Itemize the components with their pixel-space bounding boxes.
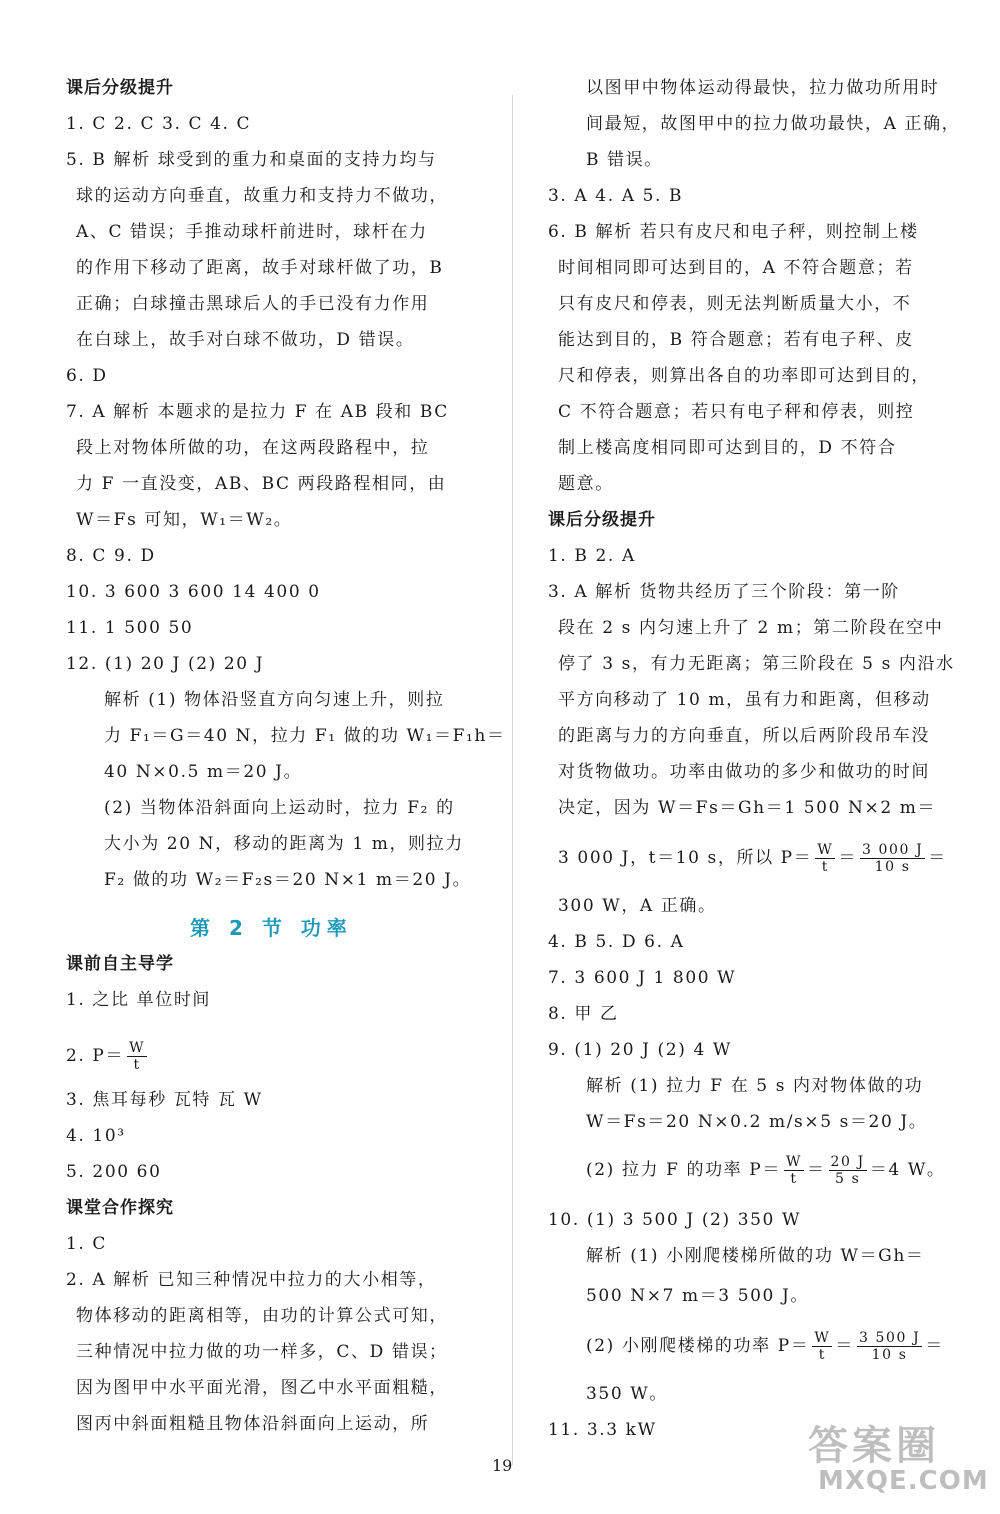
answer-line: W＝Fs＝20 N×0.2 m/s×5 s＝20 J。: [586, 1112, 928, 1132]
answer-line: 1. 之比 单位时间: [66, 990, 212, 1010]
fraction-denominator: 10 s: [874, 859, 911, 875]
answer-line: 7. A 解析 本题求的是拉力 F 在 AB 段和 BC: [66, 402, 449, 422]
fraction: [127, 1040, 147, 1073]
answer-line: 段在 2 s 内匀速上升了 2 m；第二阶段在空中: [558, 618, 944, 638]
formula-text: ＝: [925, 1336, 944, 1356]
answer-line: 10. (1) 3 500 J (2) 350 W: [548, 1210, 802, 1230]
answer-line: 3. 焦耳每秒 瓦特 瓦 W: [66, 1090, 263, 1110]
fraction-numerator: W: [129, 1040, 146, 1056]
formula-line: [586, 1330, 963, 1363]
answer-line: 1. B 2. A: [548, 546, 636, 566]
formula-text: ＝: [806, 1160, 826, 1180]
answer-line: 的作用下移动了距离，故手对球杆做了功，B: [76, 258, 444, 278]
answer-line: 350 W。: [586, 1384, 668, 1404]
answer-line: 1. C: [66, 1234, 108, 1254]
answer-line: 9. (1) 20 J (2) 4 W: [548, 1040, 732, 1060]
fraction-numerator: 3 500 J: [858, 1330, 921, 1346]
fraction-numerator: W: [817, 842, 834, 858]
answer-line: 段上对物体所做的功，在这两段路程中，拉: [76, 438, 430, 458]
formula-text: (2) 拉力 F 的功率 P＝: [586, 1160, 781, 1180]
section-heading: 课前自主导学: [66, 954, 174, 974]
answer-line: 解析 (1) 拉力 F 在 5 s 内对物体做的功: [586, 1076, 924, 1096]
answer-line: 三种情况中拉力做的功一样多，C、D 错误；: [76, 1342, 448, 1362]
fraction: [812, 1330, 832, 1363]
formula-line: [558, 842, 963, 875]
column-divider: [512, 95, 513, 1465]
fraction-numerator: W: [785, 1154, 802, 1170]
answer-line: 制上楼高度相同即可达到目的，D 不符合: [558, 438, 897, 458]
fraction: [784, 1154, 804, 1187]
answer-line: 正确；白球撞击黑球后人的手已没有力作用: [76, 294, 430, 314]
answer-line: 2. A 解析 已知三种情况中拉力的大小相等，: [66, 1270, 437, 1290]
answer-line: 因为图甲中水平面光滑，图乙中水平面粗糙，: [76, 1378, 448, 1398]
answer-line: 3. A 4. A 5. B: [548, 186, 684, 206]
answer-line: 11. 3.3 kW: [548, 1420, 657, 1440]
fraction-denominator: 5 s: [835, 1171, 861, 1187]
answer-line: 10. 3 600 3 600 14 400 0: [66, 582, 321, 602]
answer-line: 6. D: [66, 366, 108, 386]
section-title: 第 2 节 功率: [190, 916, 353, 940]
fraction-denominator: t: [790, 1171, 798, 1187]
formula-line: [66, 1040, 478, 1073]
answer-line: 力 F₁＝G＝40 N，拉力 F₁ 做的功 W₁＝F₁h＝: [104, 726, 506, 746]
fraction-numerator: 20 J: [830, 1154, 865, 1170]
answer-line: 4. 10³: [66, 1126, 126, 1146]
fraction-denominator: t: [818, 1347, 826, 1363]
page-number: 19: [492, 1456, 513, 1475]
formula-text: ＝: [835, 1336, 854, 1356]
answer-line: 尺和停表，则算出各自的功率即可达到目的，: [558, 366, 930, 386]
fraction-numerator: W: [814, 1330, 831, 1346]
answer-line: 8. 甲 乙: [548, 1004, 619, 1024]
answer-line: 300 W，A 正确。: [558, 896, 717, 916]
formula-text: 2. P＝: [66, 1046, 125, 1066]
fraction: [857, 1330, 922, 1363]
watermark-url: MXQE.COM: [818, 1466, 989, 1496]
answer-line: 图丙中斜面粗糙且物体沿斜面向上运动，所: [76, 1414, 430, 1434]
answer-line: 在白球上，故手对白球不做功，D 错误。: [76, 330, 415, 350]
answer-line: 停了 3 s，有力无距离；第三阶段在 5 s 内沿水: [558, 654, 955, 674]
answer-line: W＝Fs 可知，W₁＝W₂。: [76, 510, 293, 530]
fraction-denominator: t: [821, 859, 829, 875]
answer-line: 解析 (1) 物体沿竖直方向匀速上升，则拉: [104, 690, 445, 710]
answer-line: 解析 (1) 小刚爬楼梯所做的功 W＝Gh＝: [586, 1246, 925, 1266]
section-heading: 课后分级提升: [66, 78, 174, 98]
answer-line: 球的运动方向垂直，故重力和支持力不做功，: [76, 186, 448, 206]
answer-line: 12. (1) 20 J (2) 20 J: [66, 654, 265, 674]
fraction-denominator: 10 s: [871, 1347, 908, 1363]
answer-line: 3. A 解析 货物共经历了三个阶段：第一阶: [548, 582, 900, 602]
formula-text: ＝: [928, 848, 947, 868]
formula-text: ＝: [838, 848, 857, 868]
answer-line: 时间相同即可达到目的，A 不符合题意；若: [558, 258, 914, 278]
answer-line: 只有皮尺和停表，则无法判断质量大小，不: [558, 294, 912, 314]
answer-line: F₂ 做的功 W₂＝F₂s＝20 N×1 m＝20 J。: [104, 870, 472, 890]
answer-line: 7. 3 600 J 1 800 W: [548, 968, 737, 988]
answer-line: 决定，因为 W＝Fs＝Gh＝1 500 N×2 m＝: [558, 798, 937, 818]
answer-line: 题意。: [558, 474, 614, 494]
answer-line: 以图甲中物体运动得最快，拉力做功所用时: [586, 78, 940, 98]
watermark-logo: [788, 1414, 988, 1504]
answer-line: 对货物做功。功率由做功的多少和做功的时间: [558, 762, 930, 782]
answer-line: 4. B 5. D 6. A: [548, 932, 685, 952]
fraction: [860, 842, 925, 875]
answer-line: 5. B 解析 球受到的重力和桌面的支持力均与: [66, 150, 437, 170]
fraction: [815, 842, 835, 875]
answer-line: 500 N×7 m＝3 500 J。: [586, 1286, 809, 1306]
answer-line: 力 F 一直没变，AB、BC 两段路程相同，由: [76, 474, 447, 494]
answer-line: C 不符合题意；若只有电子秤和停表，则控: [558, 402, 915, 422]
answer-line: 大小为 20 N，移动的距离为 1 m，则拉力: [104, 834, 464, 854]
fraction-numerator: 3 000 J: [861, 842, 924, 858]
answer-line: 1. C 2. C 3. C 4. C: [66, 114, 252, 134]
answer-line: 间最短，故图甲中的拉力做功最快，A 正确，: [586, 114, 961, 134]
answer-line: 40 N×0.5 m＝20 J。: [104, 762, 303, 782]
answer-line: B 错误。: [586, 150, 663, 170]
formula-text: 3 000 J，t＝10 s，所以 P＝: [558, 848, 813, 868]
fraction-denominator: t: [133, 1057, 141, 1073]
answer-line: 5. 200 60: [66, 1162, 162, 1182]
fraction: [829, 1154, 867, 1187]
watermark-text: 答案圈: [808, 1423, 940, 1469]
answer-line: 物体移动的距离相等，由功的计算公式可知，: [76, 1306, 448, 1326]
answer-line: 能达到目的，B 符合题意；若有电子秤、皮: [558, 330, 914, 350]
answer-line: (2) 当物体沿斜面向上运动时，拉力 F₂ 的: [104, 798, 455, 818]
answer-line: 平方向移动了 10 m，虽有力和距离，但移动: [558, 690, 931, 710]
formula-text: (2) 小刚爬楼梯的功率 P＝: [586, 1336, 810, 1356]
answer-line: 的距离与力的方向垂直，所以后两阶段吊车没: [558, 726, 930, 746]
answer-line: 8. C 9. D: [66, 546, 156, 566]
answer-line: 6. B 解析 若只有皮尺和电子秤，则控制上楼: [548, 222, 919, 242]
answer-line: A、C 错误；手推动球杆前进时，球杆在力: [76, 222, 428, 242]
section-heading: 课后分级提升: [548, 510, 656, 530]
section-heading: 课堂合作探究: [66, 1198, 174, 1218]
formula-text: ＝4 W。: [869, 1160, 946, 1180]
formula-line: [586, 1154, 963, 1187]
answer-line: 11. 1 500 50: [66, 618, 194, 638]
